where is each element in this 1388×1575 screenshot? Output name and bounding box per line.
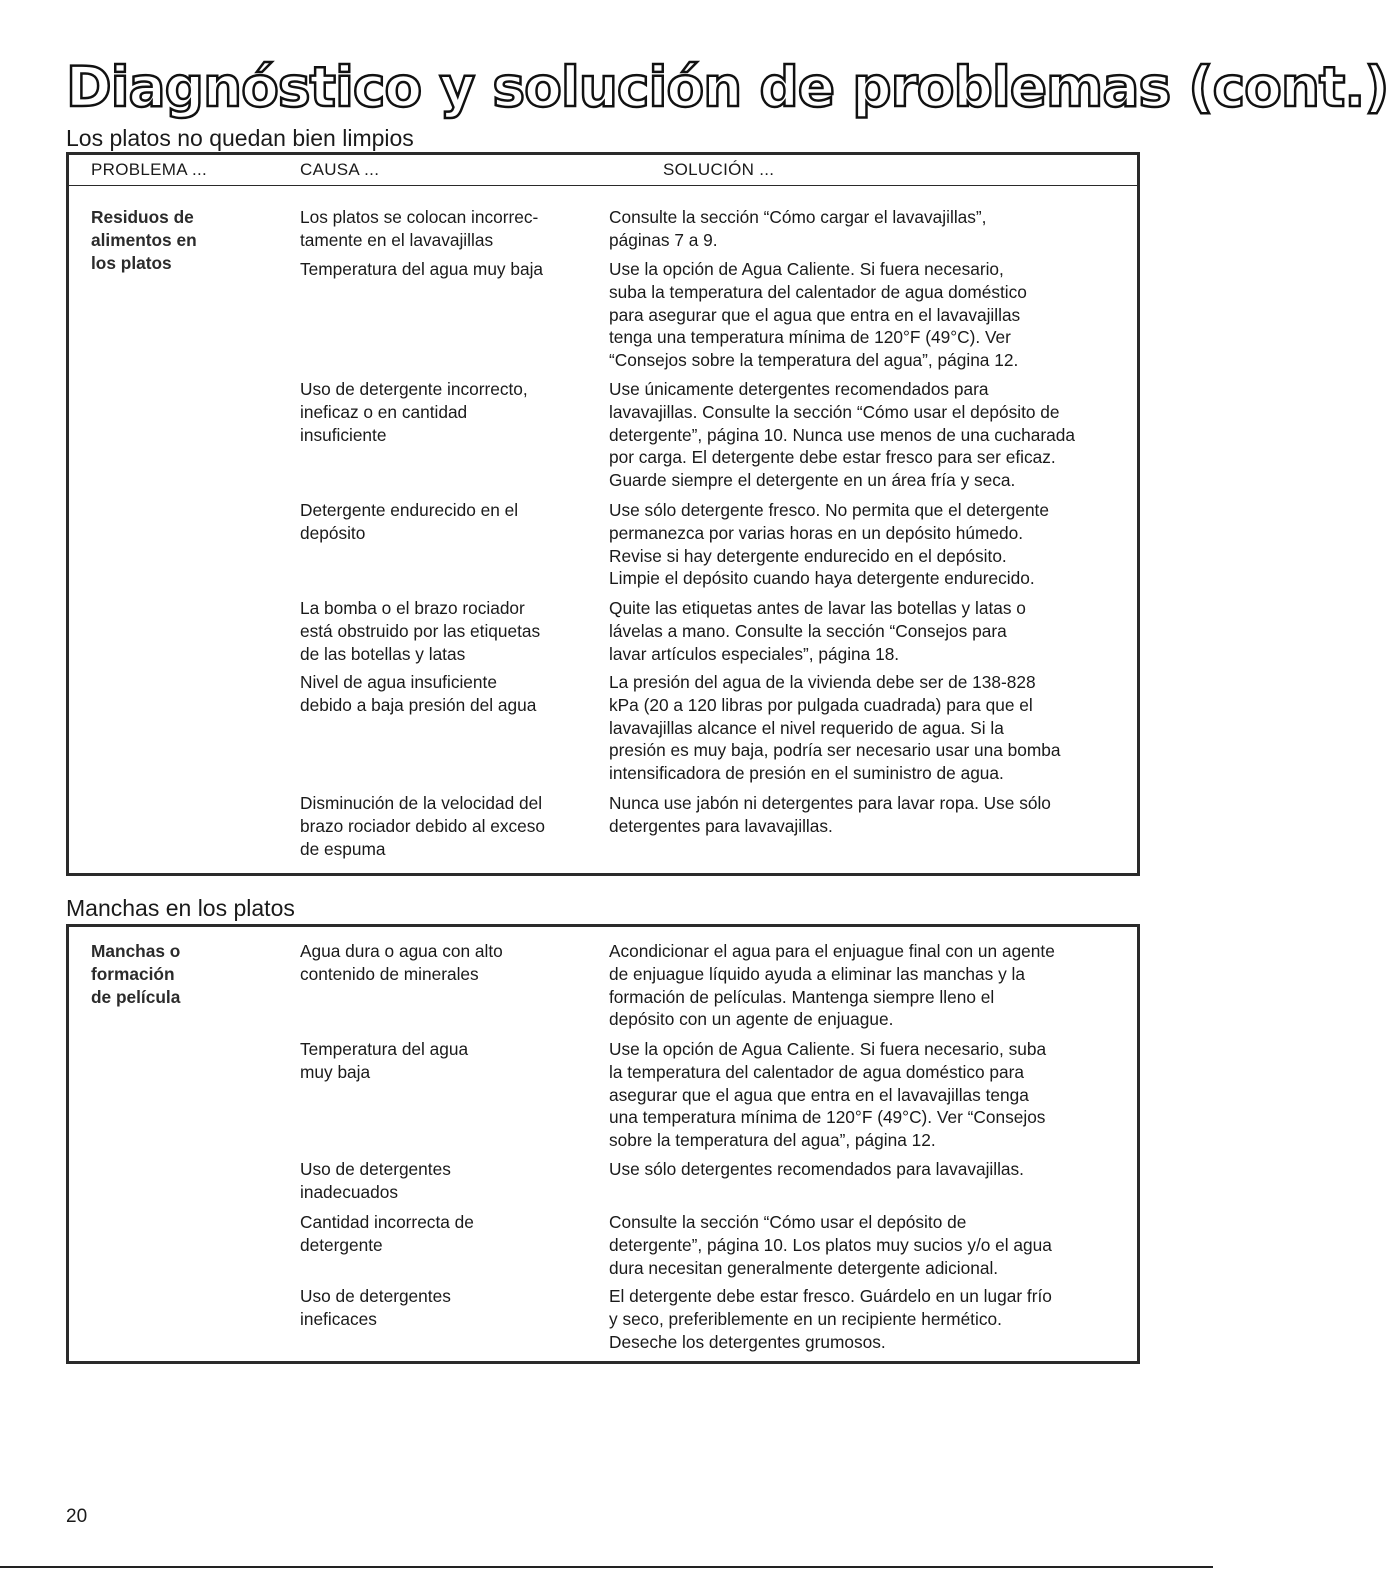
cause-text: Temperatura del agua muy baja (300, 259, 544, 279)
cause-text: Uso de detergentes ineficaces (300, 1286, 451, 1329)
cause-text: Cantidad incorrecta de detergente (300, 1212, 474, 1255)
cause-text: Agua dura o agua con alto contenido de minerales (300, 941, 503, 984)
solution-text: El detergente debe estar fresco. Guárdelo en un lugar frío y seco, preferiblemente en un recipiente hermético. Deseche los detergentes grumosos. (609, 1286, 1052, 1352)
page-number: 20 (66, 1506, 88, 1527)
header-problem: PROBLEMA ... (91, 160, 208, 179)
cause-text: Los platos se colocan incorrec- tamente en el lavavajillas (300, 207, 539, 250)
page-title: Diagnóstico y solución de problemas (cont.) (66, 55, 1388, 119)
solution-text: Use sólo detergente fresco. No permita que el detergente permanezca por varias horas en un depósito húmedo. Revise si hay detergente endurecido en el depósito. Limpie el depósito cuando haya detergente endurecido. (609, 500, 1049, 589)
cause-text: Nivel de agua insuficiente debido a baja presión del agua (300, 672, 537, 715)
solution-text: Consulte la sección “Cómo cargar el lavavajillas”, páginas 7 a 9. (609, 207, 987, 250)
problem-spots-film: Manchas o formación de película (91, 941, 181, 1007)
bottom-rule (0, 1566, 1213, 1568)
solution-text: Use únicamente detergentes recomendados para lavavajillas. Consulte la sección “Cómo usar el depósito de detergente”, página 10. Nunca use menos de una cucharada por carga. El detergente debe estar fresco para ser eficaz. Guarde siempre el detergente en un área fría y seca. (609, 379, 1075, 491)
solution-text: Quite las etiquetas antes de lavar las botellas y latas o lávelas a mano. Consulte la sección “Consejos para lavar artículos especiales”, página 18. (609, 598, 1026, 664)
cause-text: La bomba o el brazo rociador está obstruido por las etiquetas de las botellas y latas (300, 598, 541, 664)
solution-text: Acondicionar el agua para el enjuague final con un agente de enjuague líquido ayuda a eliminar las manchas y la formación de películas. Mantenga siempre lleno el depósito con un agente de enjuague. (609, 941, 1055, 1030)
solution-text: Use la opción de Agua Caliente. Si fuera necesario, suba la temperatura del calentador de agua doméstico para asegurar que el agua que entra en el lavavajillas tenga una temperatura mínima de 120°F (49°C). Ver “Consejos sobre la temperatura del agua”, página 12. (609, 1039, 1047, 1151)
table-clean-dishes (66, 152, 1140, 876)
problem-food-residue: Residuos de alimentos en los platos (91, 207, 197, 273)
table-spots (66, 924, 1140, 1364)
cause-text: Disminución de la velocidad del brazo rociador debido al exceso de espuma (300, 793, 545, 859)
cause-text: Uso de detergentes inadecuados (300, 1159, 451, 1202)
cause-text: Detergente endurecido en el depósito (300, 500, 519, 543)
cause-text: Uso de detergente incorrecto, ineficaz o en cantidad insuficiente (300, 379, 528, 445)
section-title-clean: Los platos no quedan bien limpios (66, 125, 414, 151)
solution-text: Nunca use jabón ni detergentes para lavar ropa. Use sólo detergentes para lavavajillas. (609, 793, 1051, 836)
solution-text: La presión del agua de la vivienda debe ser de 138-828 kPa (20 a 120 libras por pulgada cuadrada) para que el lavavajillas alcance el nivel requerido de agua. Si la presión es muy baja, podría ser necesario usar una bomba intensificadora de presión en el suministro de agua. (609, 672, 1061, 784)
header-cause: CAUSA ... (300, 160, 380, 179)
header-solution: SOLUCIÓN ... (663, 160, 775, 179)
table-header (69, 155, 1137, 186)
solution-text: Use sólo detergentes recomendados para lavavajillas. (609, 1159, 1024, 1179)
cause-text: Temperatura del agua muy baja (300, 1039, 469, 1082)
solution-text: Use la opción de Agua Caliente. Si fuera necesario, suba la temperatura del calentador de agua doméstico para asegurar que el agua que entra en el lavavajillas tenga una temperatura mínima de 120°F (49°C). Ver “Consejos sobre la temperatura del agua”, página 12. (609, 259, 1027, 371)
solution-text: Consulte la sección “Cómo usar el depósito de detergente”, página 10. Los platos muy sucios y/o el agua dura necesitan generalmente detergente adicional. (609, 1212, 1052, 1278)
section-title-spots: Manchas en los platos (66, 895, 295, 921)
